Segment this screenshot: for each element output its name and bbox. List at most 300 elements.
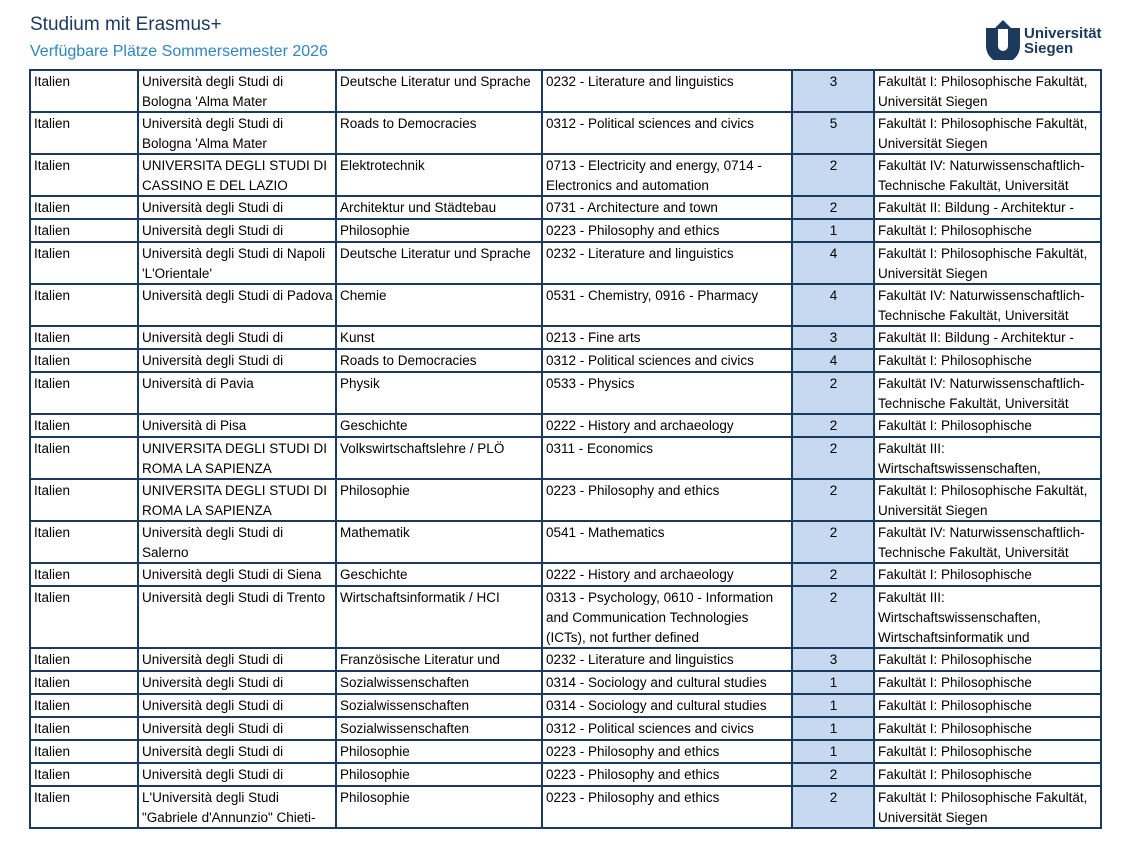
university-cell	[138, 763, 336, 786]
places-cell	[792, 671, 874, 694]
faculty-cell	[874, 414, 1101, 437]
university-cell	[138, 284, 336, 326]
isced-cell-text: 0232 - Literature and linguistics	[546, 652, 734, 667]
country-cell-text: Italien	[34, 675, 71, 690]
isced-cell	[542, 70, 792, 112]
faculty-cell-text: Fakultät III: Wirtschaftswissenschaften, Wirtschaftsinformatik und	[878, 590, 1041, 645]
places-cell	[792, 326, 874, 349]
isced-cell-text: 0531 - Chemistry, 0916 - Pharmacy	[546, 288, 759, 303]
table-row	[30, 563, 1101, 586]
places-cell-text: 2	[829, 790, 838, 805]
country-cell	[30, 437, 138, 479]
faculty-cell-text: Fakultät I: Philosophische Fakultät, Universität Siegen	[878, 74, 1088, 109]
subject-cell	[336, 586, 542, 648]
university-cell-text: Università degli Studi di	[142, 652, 284, 667]
university-cell-text: Università degli Studi di Trento	[142, 590, 326, 605]
faculty-cell-text: Fakultät I: Philosophische Fakultät, Universität Siegen	[878, 483, 1088, 518]
table-row	[30, 372, 1101, 414]
university-cell-text: L'Università degli Studi "Gabriele d'Annunzio" Chieti-	[142, 790, 316, 825]
country-cell-text: Italien	[34, 525, 71, 540]
subject-cell-text: Geschichte	[340, 567, 408, 582]
faculty-cell-text: Fakultät I: Philosophische	[878, 353, 1032, 368]
university-cell	[138, 154, 336, 196]
country-cell	[30, 70, 138, 112]
subject-cell	[336, 219, 542, 242]
isced-cell	[542, 479, 792, 521]
university-cell-text: Università degli Studi di	[142, 353, 284, 368]
isced-cell	[542, 563, 792, 586]
faculty-cell-text: Fakultät I: Philosophische	[878, 675, 1032, 690]
places-cell-text: 1	[829, 675, 838, 690]
isced-cell-text: 0314 - Sociology and cultural studies	[546, 675, 767, 690]
table-row	[30, 414, 1101, 437]
university-logo	[984, 20, 1106, 64]
subject-cell	[336, 112, 542, 154]
faculty-cell	[874, 786, 1101, 828]
isced-cell	[542, 740, 792, 763]
isced-cell-text: 0313 - Psychology, 0610 - Information and Communication Technologies (ICTs), not further defined	[546, 590, 774, 645]
university-cell	[138, 717, 336, 740]
university-cell	[138, 70, 336, 112]
isced-cell-text: 0223 - Philosophy and ethics	[546, 223, 720, 238]
subject-cell-text: Philosophie	[340, 790, 410, 805]
subject-cell-text: Deutsche Literatur und Sprache	[340, 74, 531, 89]
isced-cell-text: 0311 - Economics	[546, 441, 654, 456]
country-cell	[30, 219, 138, 242]
places-cell-text: 2	[829, 525, 838, 540]
places-cell-text: 3	[829, 652, 838, 667]
places-cell-text: 2	[829, 376, 838, 391]
subject-cell	[336, 242, 542, 284]
subject-cell	[336, 414, 542, 437]
places-cell-text: 1	[829, 721, 838, 736]
places-table	[29, 69, 1102, 829]
country-cell-text: Italien	[34, 288, 71, 303]
university-cell	[138, 671, 336, 694]
table-row	[30, 694, 1101, 717]
faculty-cell-text: Fakultät IV: Naturwissenschaftlich-Technische Fakultät, Universität	[878, 525, 1085, 560]
country-cell-text: Italien	[34, 721, 71, 736]
isced-cell-text: 0731 - Architecture and town	[546, 200, 718, 215]
faculty-cell	[874, 284, 1101, 326]
table-row	[30, 349, 1101, 372]
country-cell-text: Italien	[34, 652, 71, 667]
university-cell	[138, 437, 336, 479]
isced-cell	[542, 717, 792, 740]
subject-cell	[336, 671, 542, 694]
country-cell-text: Italien	[34, 441, 71, 456]
country-cell-text: Italien	[34, 223, 71, 238]
subject-cell-text: Kunst	[340, 330, 375, 345]
places-cell-text: 1	[829, 223, 838, 238]
places-cell	[792, 112, 874, 154]
isced-cell-text: 0713 - Electricity and energy, 0714 - Electronics and automation	[546, 158, 762, 193]
subject-cell-text: Architektur und Städtebau	[340, 200, 497, 215]
faculty-cell-text: Fakultät IV: Naturwissenschaftlich-Technische Fakultät, Universität	[878, 376, 1085, 411]
faculty-cell-text: Fakultät I: Philosophische	[878, 698, 1032, 713]
subject-cell	[336, 196, 542, 219]
subject-cell	[336, 740, 542, 763]
country-cell	[30, 740, 138, 763]
isced-cell-text: 0223 - Philosophy and ethics	[546, 744, 720, 759]
subject-cell-text: Philosophie	[340, 483, 410, 498]
subject-cell	[336, 694, 542, 717]
university-cell-text: Università degli Studi di	[142, 767, 284, 782]
faculty-cell	[874, 479, 1101, 521]
subject-cell	[336, 326, 542, 349]
subject-cell-text: Roads to Democracies	[340, 116, 477, 131]
page-subtitle: Verfügbare Plätze Sommersemester 2026	[30, 43, 328, 60]
table-row	[30, 326, 1101, 349]
isced-cell	[542, 326, 792, 349]
places-cell-text: 2	[829, 441, 838, 456]
university-cell-text: Università di Pisa	[142, 418, 247, 433]
country-cell	[30, 763, 138, 786]
isced-cell	[542, 112, 792, 154]
isced-cell	[542, 414, 792, 437]
places-cell	[792, 694, 874, 717]
table-row	[30, 586, 1101, 648]
faculty-cell-text: Fakultät I: Philosophische	[878, 652, 1032, 667]
country-cell	[30, 372, 138, 414]
university-cell-text: Università degli Studi di	[142, 200, 284, 215]
table-row	[30, 242, 1101, 284]
university-cell	[138, 586, 336, 648]
faculty-cell-text: Fakultät I: Philosophische Fakultät, Universität Siegen	[878, 790, 1088, 825]
university-cell	[138, 196, 336, 219]
places-cell	[792, 154, 874, 196]
places-cell-text: 3	[829, 74, 838, 89]
places-cell-text: 1	[829, 744, 838, 759]
isced-cell-text: 0232 - Literature and linguistics	[546, 246, 734, 261]
isced-cell	[542, 763, 792, 786]
places-cell	[792, 648, 874, 671]
places-cell	[792, 763, 874, 786]
isced-cell	[542, 154, 792, 196]
university-logo-icon	[984, 20, 1022, 60]
isced-cell	[542, 372, 792, 414]
isced-cell	[542, 786, 792, 828]
isced-cell	[542, 521, 792, 563]
subject-cell-text: Roads to Democracies	[340, 353, 477, 368]
country-cell	[30, 196, 138, 219]
places-cell-text: 2	[829, 158, 838, 173]
isced-cell	[542, 284, 792, 326]
university-cell-text: Università degli Studi di Bologna 'Alma Mater	[142, 74, 284, 109]
table-row	[30, 479, 1101, 521]
subject-cell-text: Physik	[340, 376, 380, 391]
university-logo-text	[1024, 26, 1102, 56]
isced-cell-text: 0222 - History and archaeology	[546, 567, 734, 582]
subject-cell	[336, 349, 542, 372]
country-cell-text: Italien	[34, 698, 71, 713]
university-cell	[138, 242, 336, 284]
table-row	[30, 196, 1101, 219]
faculty-cell-text: Fakultät I: Philosophische	[878, 721, 1032, 736]
isced-cell-text: 0232 - Literature and linguistics	[546, 74, 734, 89]
subject-cell	[336, 563, 542, 586]
isced-cell-text: 0213 - Fine arts	[546, 330, 641, 345]
country-cell-text: Italien	[34, 246, 71, 261]
country-cell-text: Italien	[34, 590, 71, 605]
isced-cell-text: 0533 - Physics	[546, 376, 635, 391]
university-cell	[138, 479, 336, 521]
subject-cell	[336, 763, 542, 786]
places-cell	[792, 740, 874, 763]
faculty-cell-text: Fakultät IV: Naturwissenschaftlich-Technische Fakultät, Universität	[878, 158, 1085, 193]
country-cell	[30, 563, 138, 586]
places-cell-text: 4	[829, 246, 838, 261]
places-cell-text: 4	[829, 288, 838, 303]
university-cell-text: Università degli Studi di	[142, 330, 284, 345]
faculty-cell-text: Fakultät I: Philosophische	[878, 744, 1032, 759]
table-row	[30, 648, 1101, 671]
university-cell	[138, 563, 336, 586]
faculty-cell	[874, 349, 1101, 372]
places-cell	[792, 242, 874, 284]
faculty-cell	[874, 196, 1101, 219]
table-row	[30, 70, 1101, 112]
table-row	[30, 219, 1101, 242]
university-cell-text: UNIVERSITA DEGLI STUDI DI ROMA LA SAPIENZA	[142, 483, 328, 518]
subject-cell-text: Sozialwissenschaften	[340, 675, 470, 690]
table-row	[30, 671, 1101, 694]
university-cell	[138, 112, 336, 154]
country-cell-text: Italien	[34, 74, 71, 89]
places-cell	[792, 284, 874, 326]
places-cell	[792, 70, 874, 112]
university-cell-text: UNIVERSITA DEGLI STUDI DI CASSINO E DEL LAZIO	[142, 158, 328, 193]
university-cell	[138, 740, 336, 763]
university-cell	[138, 694, 336, 717]
country-cell	[30, 112, 138, 154]
faculty-cell-text: Fakultät I: Philosophische	[878, 223, 1032, 238]
university-cell-text: UNIVERSITA DEGLI STUDI DI ROMA LA SAPIENZA	[142, 441, 328, 476]
country-cell-text: Italien	[34, 767, 71, 782]
faculty-cell-text: Fakultät II: Bildung - Architektur -	[878, 330, 1074, 345]
faculty-cell	[874, 740, 1101, 763]
isced-cell	[542, 349, 792, 372]
subject-cell-text: Sozialwissenschaften	[340, 721, 470, 736]
faculty-cell	[874, 242, 1101, 284]
country-cell-text: Italien	[34, 483, 71, 498]
places-cell-text: 5	[829, 116, 838, 131]
subject-cell-text: Mathematik	[340, 525, 410, 540]
university-cell	[138, 349, 336, 372]
table-row	[30, 786, 1101, 828]
faculty-cell-text: Fakultät III: Wirtschaftswissenschaften,	[878, 441, 1041, 476]
faculty-cell	[874, 437, 1101, 479]
faculty-cell-text: Fakultät I: Philosophische Fakultät, Universität Siegen	[878, 116, 1088, 151]
university-cell-text: Università di Pavia	[142, 376, 254, 391]
country-cell	[30, 284, 138, 326]
university-cell-text: Università degli Studi di	[142, 698, 284, 713]
faculty-cell	[874, 648, 1101, 671]
places-cell	[792, 786, 874, 828]
faculty-cell-text: Fakultät I: Philosophische	[878, 767, 1032, 782]
isced-cell	[542, 219, 792, 242]
isced-cell	[542, 437, 792, 479]
faculty-cell	[874, 326, 1101, 349]
logo-line-2: Siegen	[1024, 40, 1074, 57]
table-row	[30, 284, 1101, 326]
university-cell-text: Università degli Studi di	[142, 223, 284, 238]
faculty-cell	[874, 521, 1101, 563]
university-cell	[138, 521, 336, 563]
country-cell-text: Italien	[34, 353, 71, 368]
isced-cell	[542, 694, 792, 717]
subject-cell-text: Geschichte	[340, 418, 408, 433]
table-row	[30, 740, 1101, 763]
university-cell	[138, 786, 336, 828]
subject-cell-text: Deutsche Literatur und Sprache	[340, 246, 531, 261]
isced-cell-text: 0314 - Sociology and cultural studies	[546, 698, 767, 713]
university-cell-text: Università degli Studi di Napoli 'L'Orientale'	[142, 246, 326, 281]
isced-cell	[542, 671, 792, 694]
subject-cell	[336, 521, 542, 563]
subject-cell-text: Philosophie	[340, 767, 410, 782]
country-cell	[30, 586, 138, 648]
subject-cell	[336, 70, 542, 112]
places-cell	[792, 414, 874, 437]
university-cell-text: Università degli Studi di Salerno	[142, 525, 284, 560]
isced-cell-text: 0312 - Political sciences and civics	[546, 353, 754, 368]
table-row	[30, 154, 1101, 196]
subject-cell-text: Philosophie	[340, 223, 410, 238]
subject-cell	[336, 154, 542, 196]
country-cell	[30, 479, 138, 521]
country-cell-text: Italien	[34, 418, 71, 433]
country-cell	[30, 154, 138, 196]
country-cell	[30, 694, 138, 717]
subject-cell	[336, 648, 542, 671]
places-cell	[792, 349, 874, 372]
country-cell	[30, 414, 138, 437]
subject-cell	[336, 437, 542, 479]
isced-cell-text: 0541 - Mathematics	[546, 525, 665, 540]
university-cell	[138, 326, 336, 349]
table-row	[30, 717, 1101, 740]
places-cell-text: 3	[829, 330, 838, 345]
isced-cell-text: 0223 - Philosophy and ethics	[546, 483, 720, 498]
country-cell	[30, 671, 138, 694]
faculty-cell	[874, 763, 1101, 786]
university-cell-text: Università degli Studi di Bologna 'Alma Mater	[142, 116, 284, 151]
isced-cell-text: 0222 - History and archaeology	[546, 418, 734, 433]
faculty-cell	[874, 372, 1101, 414]
subject-cell	[336, 479, 542, 521]
places-cell-text: 2	[829, 200, 838, 215]
country-cell-text: Italien	[34, 158, 71, 173]
faculty-cell	[874, 671, 1101, 694]
country-cell	[30, 717, 138, 740]
places-cell	[792, 563, 874, 586]
table-row	[30, 437, 1101, 479]
country-cell-text: Italien	[34, 116, 71, 131]
places-cell	[792, 219, 874, 242]
university-cell	[138, 414, 336, 437]
country-cell	[30, 648, 138, 671]
subject-cell	[336, 786, 542, 828]
places-cell-text: 1	[829, 698, 838, 713]
isced-cell-text: 0312 - Political sciences and civics	[546, 116, 754, 131]
subject-cell	[336, 372, 542, 414]
logo-line-1: Universität	[1024, 25, 1102, 42]
university-cell-text: Università degli Studi di Siena	[142, 567, 322, 582]
isced-cell	[542, 586, 792, 648]
places-cell	[792, 372, 874, 414]
isced-cell-text: 0223 - Philosophy and ethics	[546, 767, 720, 782]
country-cell-text: Italien	[34, 567, 71, 582]
table-row	[30, 112, 1101, 154]
isced-cell	[542, 242, 792, 284]
places-cell	[792, 196, 874, 219]
subject-cell-text: Elektrotechnik	[340, 158, 425, 173]
faculty-cell	[874, 154, 1101, 196]
table-row	[30, 763, 1101, 786]
places-cell	[792, 479, 874, 521]
country-cell	[30, 242, 138, 284]
places-cell-text: 2	[829, 590, 838, 605]
subject-cell-text: Volkswirtschaftslehre / PLÖ	[340, 441, 505, 456]
country-cell-text: Italien	[34, 200, 71, 215]
isced-cell	[542, 648, 792, 671]
subject-cell	[336, 717, 542, 740]
faculty-cell	[874, 694, 1101, 717]
isced-cell	[542, 196, 792, 219]
subject-cell-text: Chemie	[340, 288, 387, 303]
places-cell-text: 2	[829, 767, 838, 782]
places-cell	[792, 521, 874, 563]
faculty-cell	[874, 219, 1101, 242]
faculty-cell-text: Fakultät II: Bildung - Architektur -	[878, 200, 1074, 215]
university-cell	[138, 219, 336, 242]
places-cell-text: 2	[829, 418, 838, 433]
country-cell-text: Italien	[34, 330, 71, 345]
university-cell-text: Università degli Studi di	[142, 721, 284, 736]
isced-cell-text: 0223 - Philosophy and ethics	[546, 790, 720, 805]
university-cell-text: Università degli Studi di Padova	[142, 288, 333, 303]
university-cell	[138, 372, 336, 414]
country-cell-text: Italien	[34, 744, 71, 759]
country-cell	[30, 786, 138, 828]
faculty-cell	[874, 563, 1101, 586]
subject-cell	[336, 284, 542, 326]
faculty-cell	[874, 586, 1101, 648]
places-cell	[792, 437, 874, 479]
faculty-cell-text: Fakultät I: Philosophische	[878, 567, 1032, 582]
faculty-cell	[874, 112, 1101, 154]
faculty-cell-text: Fakultät I: Philosophische	[878, 418, 1032, 433]
university-cell	[138, 648, 336, 671]
places-cell-text: 2	[829, 567, 838, 582]
university-cell-text: Università degli Studi di	[142, 675, 284, 690]
faculty-cell	[874, 717, 1101, 740]
faculty-cell	[874, 70, 1101, 112]
faculty-cell-text: Fakultät I: Philosophische Fakultät, Universität Siegen	[878, 246, 1088, 281]
country-cell	[30, 326, 138, 349]
isced-cell-text: 0312 - Political sciences and civics	[546, 721, 754, 736]
places-cell	[792, 717, 874, 740]
faculty-cell-text: Fakultät IV: Naturwissenschaftlich-Technische Fakultät, Universität	[878, 288, 1085, 323]
subject-cell-text: Wirtschaftsinformatik / HCI	[340, 590, 500, 605]
country-cell	[30, 349, 138, 372]
country-cell	[30, 521, 138, 563]
table-row	[30, 521, 1101, 563]
subject-cell-text: Französische Literatur und	[340, 652, 500, 667]
places-cell-text: 4	[829, 353, 838, 368]
places-cell-text: 2	[829, 483, 838, 498]
